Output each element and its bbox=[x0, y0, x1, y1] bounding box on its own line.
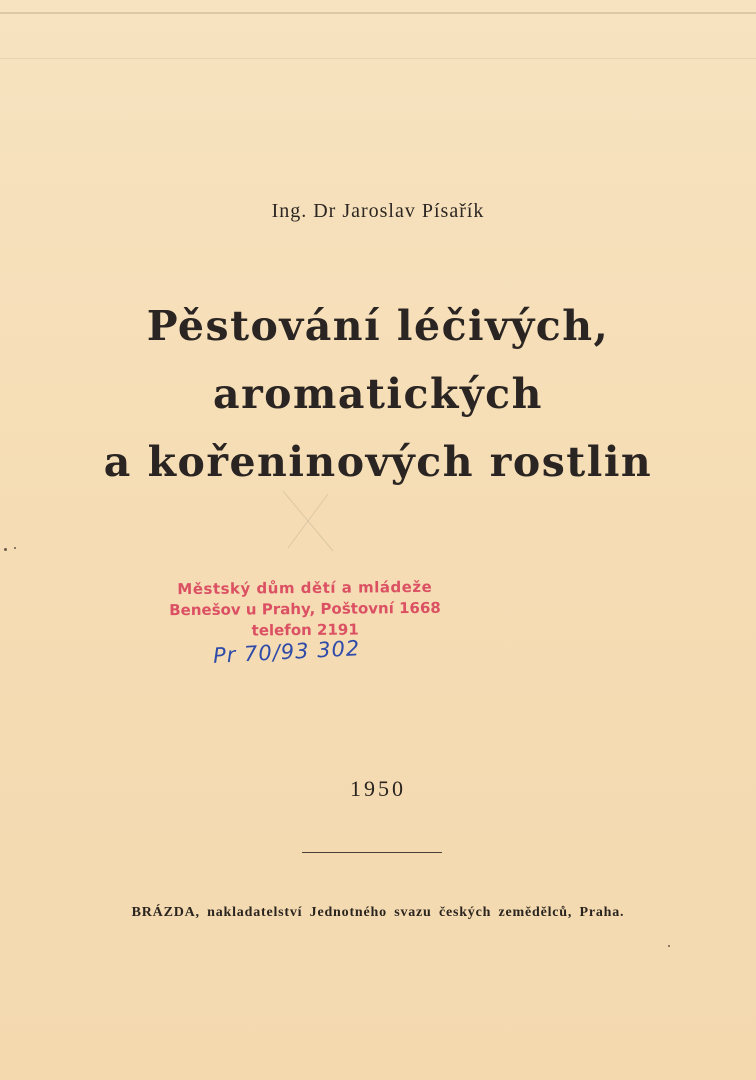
publisher-line: BRÁZDA, nakladatelství Jednotného svazu českých zemědělců, Praha. bbox=[131, 905, 625, 920]
publication-year: 1950 bbox=[350, 776, 406, 801]
author: Ing. Dr Jaroslav Písařík bbox=[271, 200, 485, 222]
library-stamp bbox=[140, 577, 471, 643]
paper-speck bbox=[668, 945, 670, 947]
title-line: aromatických bbox=[213, 370, 543, 418]
stamp-line: Městský dům dětí a mládeže bbox=[177, 577, 433, 599]
paper-edge-line bbox=[0, 12, 756, 14]
divider bbox=[302, 852, 442, 853]
book-title bbox=[0, 292, 756, 496]
faint-pencil-cross bbox=[278, 486, 338, 556]
paper-edge-line bbox=[0, 58, 756, 59]
handwritten-inventory-number: Pr 70/93 302 bbox=[212, 636, 361, 668]
title-line: a kořeninových rostlin bbox=[103, 438, 653, 486]
title-line: Pěstování léčivých, bbox=[146, 302, 610, 350]
paper-speck bbox=[4, 548, 7, 551]
stamp-line: Benešov u Prahy, Poštovní 1668 bbox=[169, 598, 441, 620]
stamp-line: telefon 2191 bbox=[251, 620, 359, 640]
paper-speck bbox=[14, 547, 16, 549]
